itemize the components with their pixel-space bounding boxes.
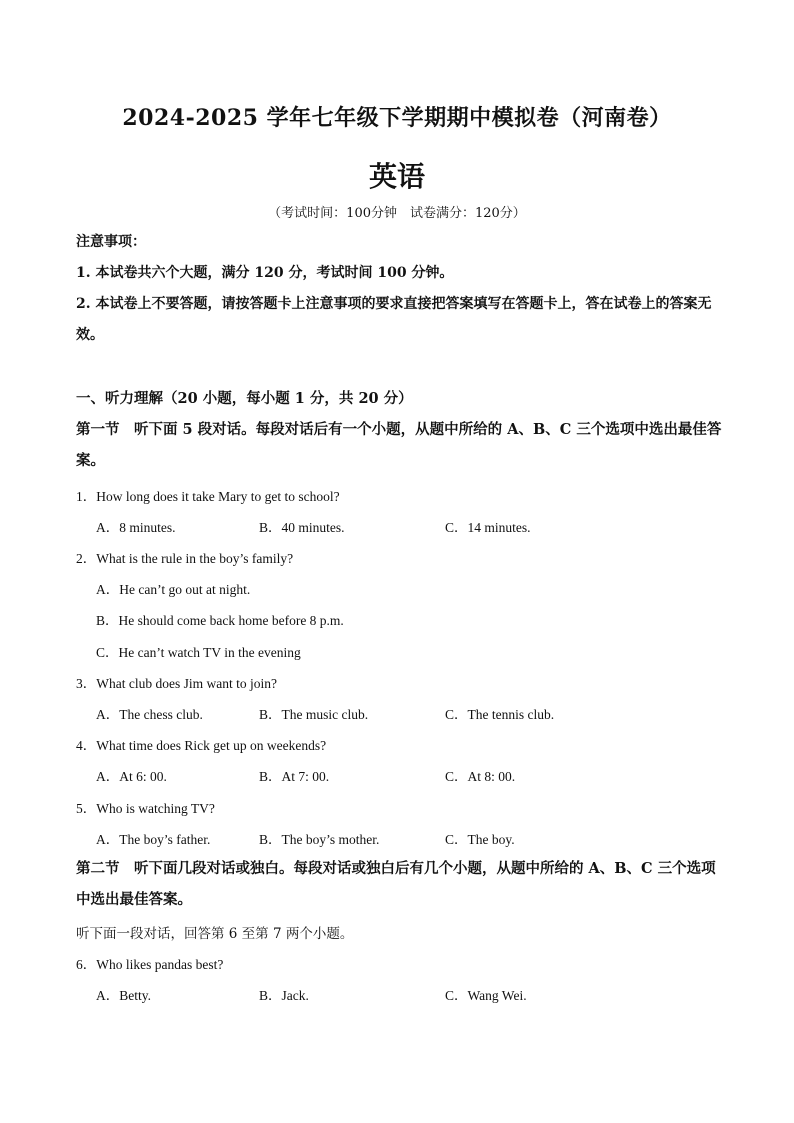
question-4-stem: 4．What time does Rick get up on weekends? (76, 738, 327, 753)
notes-item-2: 2. 本试卷上不要答题，请按答题卡上注意事项的要求直接把答案填写在答题卡上，答在试卷上的答案无效。 (76, 296, 712, 343)
section2-instruction: 第二节 听下面几段对话或独白。每段对话或独白后有几个小题，从题中所给的 A、B、C 三个选项中选出最佳答案。 (76, 860, 716, 908)
question-2-option-c: C．He can’t watch TV in the evening (96, 645, 301, 660)
question-3-option-b: B．The music club. (259, 707, 369, 722)
question-2-option-a: A．He can’t go out at night. (96, 582, 251, 597)
notes-item-1: 1. 本试卷共六个大题，满分 120 分，考试时间 100 分钟。 (76, 265, 454, 281)
question-2-stem: 2．What is the rule in the boy’s family? (76, 551, 294, 566)
question-2-option-b: B．He should come back home before 8 p.m. (96, 613, 344, 628)
question-6-stem: 6．Who likes pandas best? (76, 957, 224, 972)
exam-title: 2024-2025 学年七年级下学期期中模拟卷（河南卷） (122, 105, 672, 131)
question-1-option-b: B．40 minutes. (259, 520, 345, 535)
question-1-stem: 1．How long does it take Mary to get to school? (76, 489, 340, 504)
question-5-stem: 5．Who is watching TV? (76, 801, 215, 816)
notes-heading: 注意事项： (76, 234, 146, 250)
listening-instruction: 听下面一段对话，回答第 6 至第 7 两个小题。 (76, 926, 354, 942)
subject-title: 英语 (368, 160, 425, 193)
question-6-option-b: B．Jack. (259, 988, 309, 1003)
question-6-option-c: C．Wang Wei. (445, 988, 527, 1003)
part1-heading: 一、听力理解（20 小题，每小题 1 分，共 20 分） (76, 390, 413, 407)
question-1-option-c: C．14 minutes. (445, 520, 531, 535)
question-5-option-a: A．The boy’s father. (96, 832, 211, 847)
question-3-option-c: C．The tennis club. (445, 707, 555, 722)
question-4-option-b: B．At 7: 00. (259, 769, 330, 784)
exam-timing: （考试时间：100分钟 试卷满分：120分） (268, 206, 526, 221)
question-5-option-b: B．The boy’s mother. (259, 832, 380, 847)
question-3-option-a: A．The chess club. (96, 707, 203, 722)
question-5-option-c: C．The boy. (445, 832, 515, 847)
question-3-stem: 3．What club does Jim want to join? (76, 676, 277, 691)
question-4-option-a: A．At 6: 00. (96, 769, 167, 784)
question-6-option-a: A．Betty. (96, 988, 151, 1003)
question-4-option-c: C．At 8: 00. (445, 769, 516, 784)
section1-instruction: 第一节 听下面 5 段对话。每段对话后有一个小题，从题中所给的 A、B、C 三个选项中选出最佳答案。 (76, 421, 722, 469)
question-1-option-a: A．8 minutes. (96, 520, 176, 535)
